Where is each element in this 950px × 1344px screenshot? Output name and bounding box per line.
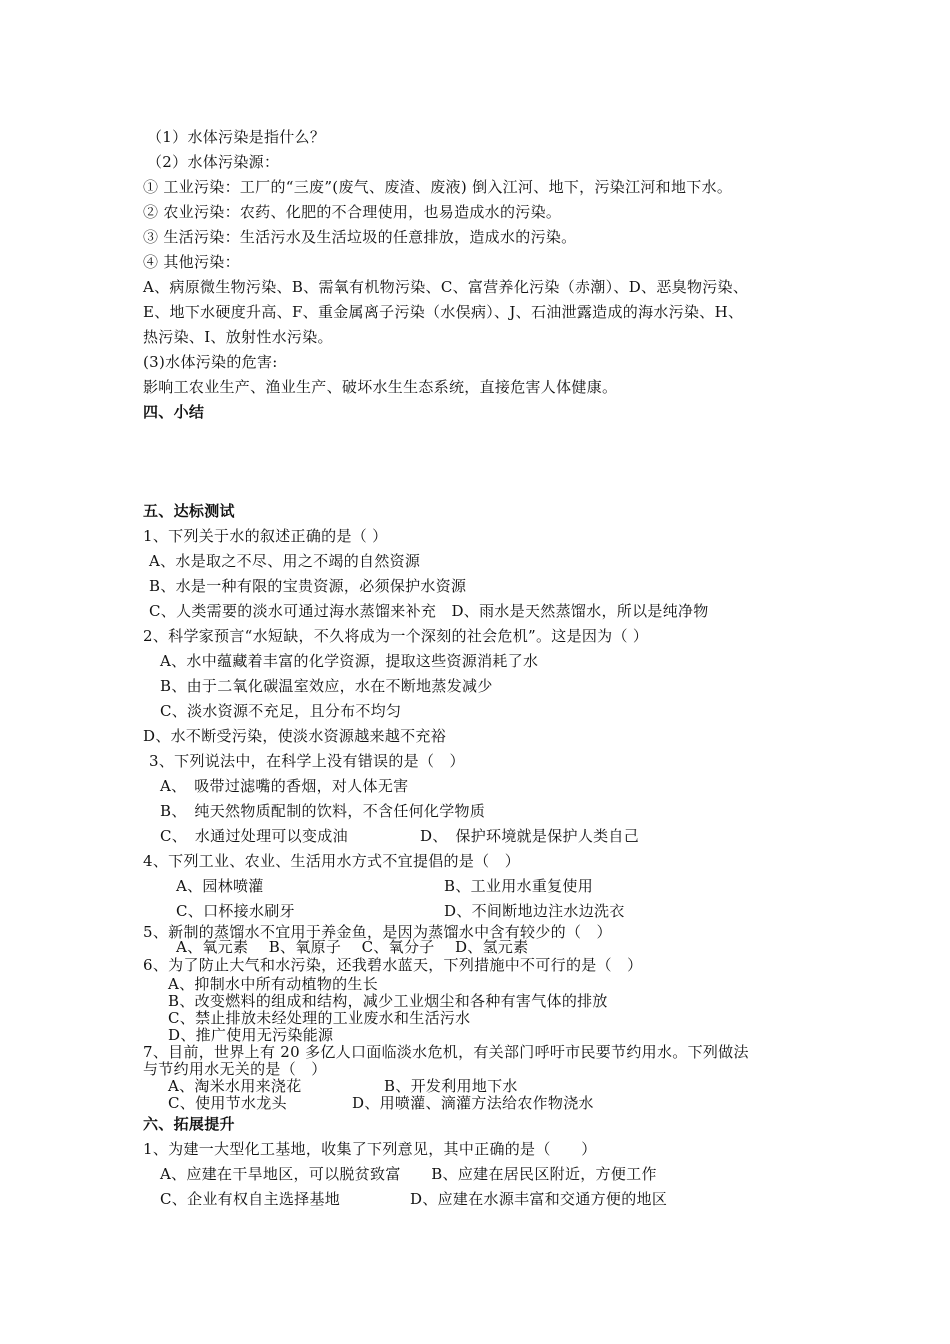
test-q4-option-c: C、口杯接水刷牙 <box>176 902 295 920</box>
extension-q1-option-c: C、企业有权自主选择基地 <box>160 1190 341 1208</box>
test-q3-option-b: B、 纯天然物质配制的饮料，不含任何化学物质 <box>160 802 486 820</box>
test-q4-option-d: D、不间断地边注水边洗衣 <box>444 902 625 920</box>
test-q2-option-d: D、水不断受污染，使淡水资源越来越不充裕 <box>143 727 447 745</box>
other-pollution-line-1: A、病原微生物污染、B、需氧有机物污染、C、富营养化污染（赤潮）、D、恶臭物污染、 <box>143 278 749 296</box>
test-q7-line-2: 与节约用水无关的是（ ） <box>143 1060 327 1078</box>
test-q2-option-a: A、水中蕴藏着丰富的化学资源，提取这些资源消耗了水 <box>160 652 539 670</box>
test-q4: 4、下列工业、农业、生活用水方式不宜提倡的是（ ） <box>143 852 521 870</box>
source-domestic: ③ 生活污染：生活污水及生活垃圾的任意排放，造成水的污染。 <box>143 228 577 246</box>
other-pollution-line-2: E、地下水硬度升高、F、重金属离子污染（水俣病）、J、石油泄露造成的海水污染、H、 <box>143 303 744 321</box>
source-other: ④ 其他污染： <box>143 253 240 271</box>
test-q1-option-b: B、水是一种有限的宝贵资源，必须保护水资源 <box>149 577 467 595</box>
test-q6-option-d: D、推广使用无污染能源 <box>168 1026 334 1044</box>
test-q3-option-c: C、 水通过处理可以变成油 <box>160 827 348 845</box>
test-q2: 2、科学家预言“水短缺，不久将成为一个深刻的社会危机”。这是因为（ ） <box>143 627 649 645</box>
test-q3-option-a: A、 吸带过滤嘴的香烟，对人体无害 <box>160 777 409 795</box>
test-q7-option-d: D、用喷灌、滴灌方法给农作物浇水 <box>352 1094 594 1112</box>
question-pollution-sources: （2）水体污染源： <box>147 153 280 171</box>
test-q2-option-c: C、淡水资源不充足，且分布不均匀 <box>160 702 402 720</box>
source-agricultural: ② 农业污染：农药、化肥的不合理使用，也易造成水的污染。 <box>143 203 562 221</box>
extension-q1-options-ab: A、应建在干旱地区，可以脱贫致富 B、应建在居民区附近，方便工作 <box>160 1165 657 1183</box>
test-q4-option-b: B、工业用水重复使用 <box>444 877 594 895</box>
extension-q1: 1、为建一大型化工基地，收集了下列意见，其中正确的是（ ） <box>143 1140 597 1158</box>
test-q1-options-cd: C、人类需要的淡水可通过海水蒸馏来补充 D、雨水是天然蒸馏水，所以是纯净物 <box>149 602 709 620</box>
test-q3: 3、下列说法中，在科学上没有错误的是（ ） <box>149 752 465 770</box>
test-q7-option-c: C、使用节水龙头 <box>168 1094 287 1112</box>
pollution-harm-text: 影响工农业生产、渔业生产、破坏水生生态系统，直接危害人体健康。 <box>143 378 618 396</box>
test-q4-option-a: A、园林喷灌 <box>176 877 264 895</box>
test-q7-option-a: A、淘米水用来浇花 <box>168 1077 302 1095</box>
other-pollution-line-3: 热污染、I、放射性水污染。 <box>143 328 333 346</box>
summary-heading: 四、小结 <box>143 403 205 421</box>
test-q7-option-b: B、开发利用地下水 <box>384 1077 518 1095</box>
test-q2-option-b: B、由于二氧化碳温室效应，水在不断地蒸发减少 <box>160 677 493 695</box>
test-q7-line-1: 7、目前，世界上有 20 多亿人口面临淡水危机，有关部门呼吁市民要节约用水。下列做法 <box>143 1043 749 1061</box>
test-q1-option-a: A、水是取之不尽、用之不竭的自然资源 <box>149 552 421 570</box>
test-heading: 五、达标测试 <box>143 502 235 520</box>
test-q3-option-d: D、 保护环境就是保护人类自己 <box>420 827 640 845</box>
test-q6-option-a: A、抑制水中所有动植物的生长 <box>168 975 379 993</box>
test-q1: 1、下列关于水的叙述正确的是（ ） <box>143 527 388 545</box>
question-pollution-harm: (3)水体污染的危害: <box>143 353 278 371</box>
test-q6: 6、为了防止大气和水污染，还我碧水蓝天，下列措施中不可行的是（ ） <box>143 956 643 974</box>
extension-heading: 六、拓展提升 <box>143 1115 235 1133</box>
test-q6-option-c: C、禁止排放未经处理的工业废水和生活污水 <box>168 1009 471 1027</box>
test-q6-option-b: B、改变燃料的组成和结构，减少工业烟尘和各种有害气体的排放 <box>168 992 608 1010</box>
test-q5: 5、新制的蒸馏水不宜用于养金鱼，是因为蒸馏水中含有较少的（ ） <box>143 923 612 941</box>
test-q5-options: A、氧元素 B、氧原子 C、氧分子 D、氢元素 <box>176 938 529 956</box>
question-water-pollution-definition: （1）水体污染是指什么？ <box>147 128 326 146</box>
extension-q1-option-d: D、应建在水源丰富和交通方便的地区 <box>410 1190 668 1208</box>
source-industrial: ① 工业污染：工厂的“三废”(废气、废渣、废液) 倒入江河、地下，污染江河和地下水。 <box>143 178 733 196</box>
